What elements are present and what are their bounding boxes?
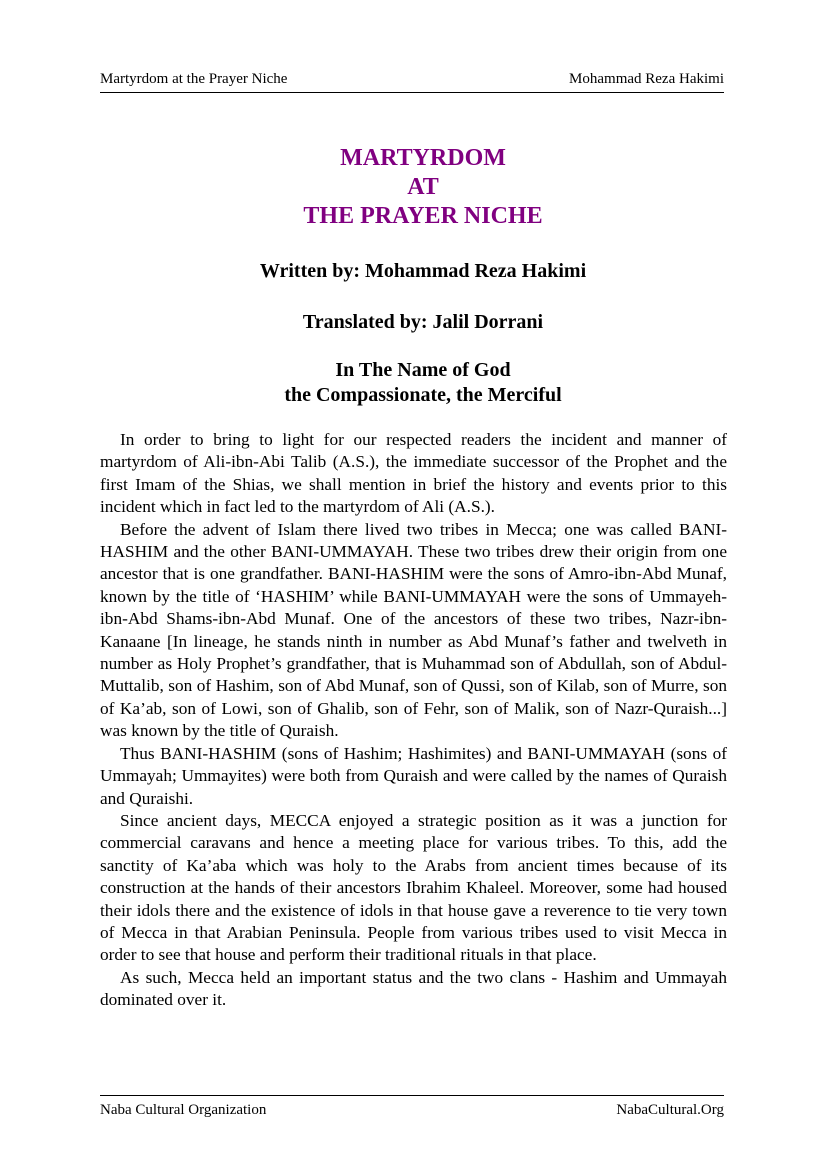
paragraph: Since ancient days, MECCA enjoyed a strategic position as it was a junction for commercial caravans and hence a meeting place for various tribes. To this, add the sanctity of Ka’aba which was holy to the Arabs from ancient times because of its construction at the hands of their ancestors Ibrahim Khaleel. Moreover, some had housed their idols there and the existence of idols in that house gave a reverence to tie very town of Mecca in that Arabian Peninsula. People from various tribes used to visit Mecca in order to see that house and perform their traditional rituals in that place. <box>100 810 727 965</box>
author-line: Written by: Mohammad Reza Hakimi <box>259 260 587 282</box>
document-title <box>100 144 746 231</box>
body-text <box>100 429 727 1012</box>
title-line: THE PRAYER NICHE <box>303 203 543 229</box>
title-line: MARTYRDOM <box>340 145 506 171</box>
footer-organization: Naba Cultural Organization <box>100 1102 267 1118</box>
invocation <box>100 358 746 408</box>
page-footer <box>100 1095 724 1118</box>
translator-line: Translated by: Jalil Dorrani <box>302 311 544 333</box>
page-header <box>100 70 724 93</box>
invocation-line: the Compassionate, the Merciful <box>284 384 562 406</box>
header-author: Mohammad Reza Hakimi <box>569 71 724 87</box>
paragraph: In order to bring to light for our respected readers the incident and manner of martyrdom of Ali-ibn-Abi Talib (A.S.), the immediate successor of the Prophet and the first Imam of the Shias, we shall mention in brief the history and events prior to this incident which in fact led to the martyrdom of Ali (A.S.). <box>100 430 727 517</box>
paragraph: Thus BANI-HASHIM (sons of Hashim; Hashimites) and BANI-UMMAYAH (sons of Ummayah; Ummayites) were both from Quraish and were called by the names of Quraish and Quraishi. <box>100 743 727 808</box>
paragraph: As such, Mecca held an important status and the two clans - Hashim and Ummayah dominated over it. <box>100 967 727 1010</box>
footer-website: NabaCultural.Org <box>616 1102 724 1118</box>
header-document-title: Martyrdom at the Prayer Niche <box>100 71 288 87</box>
title-line: AT <box>407 174 439 200</box>
invocation-line: In The Name of God <box>335 359 511 381</box>
paragraph: Before the advent of Islam there lived two tribes in Mecca; one was called BANI-HASHIM and the other BANI-UMMAYAH. These two tribes drew their origin from one ancestor that is one grandfather. BANI-HASHIM were the sons of Amro-ibn-Abd Munaf, known by the title of ‘HASHIM’ while BANI-UMMAYAH were the sons of Ummayeh-ibn-Abd Shams-ibn-Abd Munaf. One of the ancestors of these two tribes, Nazr-ibn-Kanaane [In lineage, he stands ninth in number as Abd Munaf’s father and twelveth in number as Holy Prophet’s grandfather, that is Muhammad son of Abdullah, son of Abdul-Muttalib, son of Hashim, son of Abd Munaf, son of Qussi, son of Kilab, son of Murre, son of Ka’ab, son of Lowi, son of Ghalib, son of Fehr, son of Malik, son of Nazr-Quraish...] was known by the title of Quraish. <box>100 519 727 741</box>
